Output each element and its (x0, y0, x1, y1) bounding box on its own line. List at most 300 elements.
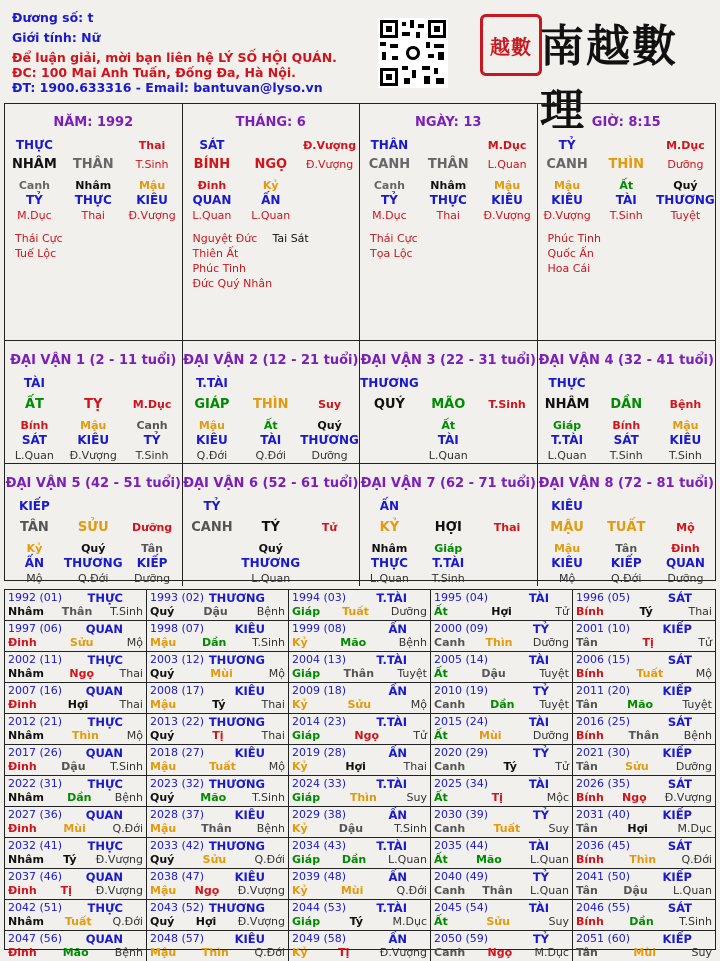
dai-van-phase: Suy (318, 398, 342, 411)
year-stage: Suy (691, 946, 712, 959)
year-branch: Tị (212, 729, 224, 742)
year-stage: Thai (688, 605, 712, 618)
dai-van-cell (5, 341, 183, 464)
star-list: Thái Cực Tọa Lộc (370, 232, 418, 260)
year-stem: Kỷ (292, 884, 308, 897)
year-stage: L.Quan (388, 853, 427, 866)
annual-cell (431, 869, 573, 900)
year-stage: Bệnh (398, 636, 427, 649)
pillar-day (360, 104, 538, 340)
year-stem: Giáp (292, 853, 321, 866)
year-branch: Tý (639, 605, 653, 618)
hidden-stem: Nhâm (75, 179, 112, 192)
year-branch: Dậu (203, 605, 228, 618)
year-branch: Tý (349, 915, 363, 928)
year-branch: Mùi (63, 822, 86, 835)
year-stage: Dưỡng (675, 760, 712, 773)
ten-god: KIÊU (491, 193, 523, 207)
dai-van-stem: ẤT (24, 397, 44, 412)
annual-cell (5, 900, 147, 931)
dai-van-cell (360, 464, 538, 586)
year-branch: Tuất (636, 667, 664, 680)
annual-luck-table (4, 589, 716, 959)
year-stem: Mậu (150, 698, 177, 711)
dai-van-cell (183, 341, 361, 464)
year-stage: Đ.Vượng (237, 884, 285, 897)
hidden-stem: Kỷ (26, 542, 43, 555)
annual-cell (573, 900, 715, 931)
stage: Q.Đới (611, 572, 642, 585)
four-pillars-grid (4, 103, 716, 341)
year-god: TÀI (528, 653, 549, 667)
stage: L.Quan (192, 209, 232, 222)
year-god: KIẾP (662, 932, 692, 946)
year-god: SÁT (667, 591, 692, 605)
ten-god: THỰC (429, 193, 467, 207)
year-stage: Bệnh (114, 791, 143, 804)
dai-van-phase: T.Sinh (488, 398, 526, 411)
phase-label: T.Sinh (135, 158, 169, 171)
stage: L.Quan (547, 449, 587, 462)
year-branch: Dần (341, 853, 367, 866)
year-branch: Hợi (195, 915, 217, 928)
ten-god: SÁT (21, 433, 47, 447)
hidden-stem: Mậu (553, 542, 581, 555)
god-label: SÁT (199, 138, 225, 152)
year-stem: Giáp (292, 915, 321, 928)
year-god: TÀI (528, 591, 549, 605)
ten-god: ẤN (24, 556, 45, 570)
year-label: 2038 (47) (150, 870, 205, 883)
hidden-stem: Canh (136, 419, 168, 432)
year-stage: Mộ (410, 698, 427, 711)
year-stage: T.Sinh (252, 636, 285, 649)
annual-cell (289, 869, 431, 900)
year-stage: Suy (548, 915, 569, 928)
annual-cell (573, 776, 715, 807)
year-god: THƯƠNG (208, 777, 265, 791)
year-god: TỶ (532, 870, 549, 884)
year-god: KIẾP (662, 870, 692, 884)
phone-email-line[interactable]: ĐT: 1900.633316 - Email: bantuvan@lyso.vn (12, 80, 323, 95)
hidden-stem: Mậu (138, 179, 166, 192)
stage: Đ.Vượng (543, 209, 591, 222)
year-branch: Sửu (625, 760, 649, 773)
year-god: SÁT (667, 777, 692, 791)
year-god: ẤN (388, 746, 407, 760)
dai-van-title: ĐẠI VẬN 5 (42 - 51 tuổi) (5, 476, 181, 491)
year-stage: T.Sinh (252, 791, 285, 804)
year-branch: Sửu (69, 636, 94, 649)
year-branch: Hợi (627, 822, 648, 835)
annual-cell (5, 807, 147, 838)
year-god: THỰC (87, 653, 123, 667)
year-god: T.TÀI (376, 715, 407, 729)
dai-van-branch: TÝ (261, 520, 280, 535)
year-label: 2014 (23) (292, 715, 347, 728)
annual-cell (573, 838, 715, 869)
ten-god: QUAN (665, 556, 705, 570)
year-god: KIÊU (234, 870, 265, 884)
year-branch: Mão (627, 698, 654, 711)
annual-cell (289, 621, 431, 652)
annual-cell (289, 776, 431, 807)
year-stage: L.Quan (530, 853, 569, 866)
hidden-stem: Canh (18, 179, 50, 192)
year-label: 2027 (36) (8, 808, 63, 821)
year-label: 1993 (02) (150, 591, 205, 604)
year-stage: Đ.Vượng (664, 791, 712, 804)
dai-van-phase: Dưỡng (131, 521, 173, 534)
annual-cell (147, 590, 289, 621)
ten-god: THƯƠNG (300, 433, 359, 447)
stage: Mộ (558, 572, 576, 585)
brand-logo: 南越數理 (540, 21, 678, 136)
god-label: TỶ (558, 138, 576, 152)
year-label: 2049 (58) (292, 932, 347, 945)
annual-cell (147, 807, 289, 838)
year-label: 2023 (32) (150, 777, 205, 790)
stage: M.Dục (17, 209, 52, 222)
year-god: THƯƠNG (208, 901, 265, 915)
annual-cell (147, 838, 289, 869)
year-branch: Hợi (491, 605, 512, 618)
hidden-stem: Mậu (553, 179, 581, 192)
annual-cell (147, 900, 289, 931)
year-stage: M.Dục (677, 822, 712, 835)
year-stem: Tân (576, 760, 598, 773)
owner-line: Đương số: t (12, 10, 94, 25)
dai-van-branch: DẦN (610, 397, 643, 412)
year-label: 2013 (22) (150, 715, 205, 728)
annual-cell (289, 900, 431, 931)
year-stem: Ất (434, 791, 448, 804)
ten-god: T.TÀI (551, 433, 584, 447)
year-stem: Mậu (150, 946, 177, 959)
year-god: KIẾP (662, 808, 692, 822)
year-god: SÁT (667, 715, 692, 729)
year-stem: Tân (576, 698, 598, 711)
ten-god: TÀI (437, 433, 459, 447)
year-stage: T.Sinh (110, 760, 143, 773)
year-label: 2007 (16) (8, 684, 63, 697)
year-branch: Ngọ (194, 884, 220, 897)
dai-van-branch: SỬU (77, 520, 109, 535)
year-label: 2041 (50) (576, 870, 631, 883)
annual-cell (147, 869, 289, 900)
year-stem: Kỷ (292, 946, 308, 959)
year-branch: Sửu (486, 915, 510, 928)
ten-god: TÀI (260, 433, 282, 447)
year-branch: Thân (628, 729, 660, 742)
dai-van-god: KIẾP (19, 499, 50, 513)
year-branch: Mão (475, 853, 502, 866)
year-label: 1995 (04) (434, 591, 489, 604)
year-branch: Tuất (493, 822, 521, 835)
year-god: KIẾP (662, 746, 692, 760)
annual-cell (5, 869, 147, 900)
branch: NGỌ (254, 157, 288, 172)
dai-van-god: KIÊU (551, 499, 583, 513)
year-label: 2006 (15) (576, 653, 631, 666)
year-label: 2009 (18) (292, 684, 347, 697)
year-stem: Mậu (150, 760, 177, 773)
hidden-stem: Quý (258, 542, 283, 555)
year-branch: Tý (63, 853, 77, 866)
year-god: TÀI (528, 901, 549, 915)
stage: Mộ (26, 572, 43, 585)
ten-god: ẤN (261, 193, 281, 207)
year-stem: Canh (434, 822, 466, 835)
year-branch: Ngọ (621, 791, 647, 804)
year-label: 2046 (55) (576, 901, 631, 914)
annual-cell (431, 683, 573, 714)
year-branch: Thân (343, 667, 375, 680)
year-stage: Q.Đới (254, 946, 285, 959)
ten-god: KIÊU (551, 193, 583, 207)
ten-god: TÀI (615, 193, 637, 207)
year-label: 2039 (48) (292, 870, 347, 883)
year-stage: T.Sinh (679, 915, 712, 928)
year-god: TỶ (532, 932, 549, 946)
year-stage: T.Sinh (110, 605, 143, 618)
year-branch: Thân (201, 822, 232, 835)
year-stem: Đinh (8, 698, 37, 711)
year-god: ẤN (388, 870, 407, 884)
year-branch: Tị (60, 884, 72, 897)
dai-van-phase: Bệnh (669, 398, 702, 411)
year-branch: Thân (482, 884, 513, 897)
hidden-stem: Ất (263, 419, 278, 432)
year-stem: Đinh (8, 884, 37, 897)
hidden-stem: Ất (619, 179, 634, 192)
year-stem: Đinh (8, 760, 37, 773)
year-label: 2045 (54) (434, 901, 489, 914)
stage: Q.Đới (78, 572, 109, 585)
year-stem: Đinh (8, 636, 37, 649)
year-stem: Ất (434, 915, 448, 928)
dai-van-title: ĐẠI VẬN 7 (62 - 71 tuổi) (360, 476, 536, 491)
year-branch: Dậu (481, 667, 506, 680)
hidden-stem: Giáp (553, 419, 582, 432)
year-god: THỰC (87, 591, 123, 605)
year-god: SÁT (667, 901, 692, 915)
stage: Dưỡng (134, 572, 171, 585)
hidden-stem: Quý (673, 179, 698, 192)
hidden-stem: Đinh (671, 542, 700, 555)
year-god: ẤN (388, 932, 407, 946)
year-label: 2002 (11) (8, 653, 63, 666)
year-stem: Nhâm (8, 915, 44, 928)
contact-note: Để luận giải, mời bạn liên hệ LÝ SỐ HỘI QUÁN. (12, 50, 337, 65)
year-stem: Đinh (8, 946, 37, 959)
qr-code-icon[interactable] (378, 18, 448, 88)
year-stem: Canh (434, 884, 466, 897)
year-label: 1997 (06) (8, 622, 63, 635)
hidden-stem: Kỷ (262, 179, 279, 192)
year-label: 2011 (20) (576, 684, 631, 697)
pillar-title: THÁNG: 6 (235, 115, 306, 130)
year-branch: Mùi (340, 884, 364, 897)
year-stem: Bính (576, 729, 604, 742)
year-stage: Dưỡng (390, 605, 427, 618)
year-stage: Tử (555, 605, 569, 618)
year-label: 2032 (41) (8, 839, 63, 852)
annual-cell (147, 776, 289, 807)
year-stage: T.Sinh (394, 822, 427, 835)
dai-van-cell (183, 464, 361, 586)
year-stage: Mộc (546, 791, 569, 804)
stage: Q.Đới (255, 449, 286, 462)
hidden-stem: Nhâm (371, 542, 408, 555)
stem: CANH (368, 157, 411, 172)
stage: Q.Đới (196, 449, 228, 462)
stage: T.Sinh (609, 449, 643, 462)
annual-cell (147, 683, 289, 714)
annual-cell (289, 807, 431, 838)
stage: T.Sinh (135, 449, 169, 462)
year-stem: Ất (434, 667, 448, 680)
star-list: Thái Cực Tuế Lộc (15, 232, 63, 260)
god-label: THỰC (15, 138, 53, 152)
stage: Đ.Vượng (69, 449, 117, 462)
stage: T.Sinh (668, 449, 702, 462)
year-label: 2017 (26) (8, 746, 63, 759)
annual-cell (431, 652, 573, 683)
ten-god: QUAN (192, 193, 232, 207)
year-branch: Mão (200, 791, 227, 804)
stage: L.Quan (428, 449, 468, 462)
hidden-stem: Tân (615, 542, 638, 555)
year-branch: Dần (490, 698, 515, 711)
year-label: 2026 (35) (576, 777, 631, 790)
hidden-stem: Ất (441, 419, 456, 432)
year-stem: Quý (150, 667, 175, 680)
year-branch: Tị (491, 791, 503, 804)
year-stem: Bính (576, 853, 604, 866)
stage: Đ.Vượng (483, 209, 531, 222)
hidden-stem (300, 541, 359, 556)
year-stage: Suy (406, 791, 427, 804)
year-god: KIÊU (234, 746, 265, 760)
annual-cell (431, 590, 573, 621)
year-label: 2003 (12) (150, 653, 205, 666)
year-stage: Đ.Vượng (237, 915, 285, 928)
year-stage: Mộ (268, 760, 285, 773)
year-stage: Tuyệt (539, 667, 569, 680)
hidden-stem: Mậu (672, 419, 699, 432)
year-label: 2037 (46) (8, 870, 63, 883)
year-god: ẤN (388, 684, 407, 698)
annual-cell (573, 621, 715, 652)
stem: BÍNH (193, 157, 231, 172)
year-stem: Bính (576, 915, 604, 928)
year-label: 2036 (45) (576, 839, 631, 852)
hidden-stem: Mậu (493, 179, 521, 192)
ten-god: TỶ (143, 433, 161, 447)
year-branch: Dần (201, 636, 227, 649)
dai-van-stem: GIÁP (194, 397, 230, 412)
annual-cell (147, 931, 289, 961)
ten-god: KIẾP (136, 556, 168, 570)
year-stem: Giáp (292, 791, 321, 804)
phase-label: M.Dục (666, 139, 705, 152)
year-stem: Ất (434, 853, 448, 866)
year-stem: Canh (434, 946, 466, 959)
year-label: 2020 (29) (434, 746, 489, 759)
annual-cell (573, 590, 715, 621)
annual-cell (431, 714, 573, 745)
year-label: 2031 (40) (576, 808, 631, 821)
stem: CANH (546, 157, 588, 172)
year-stem: Quý (150, 729, 175, 742)
pillar-month (183, 104, 361, 340)
year-god: TÀI (528, 777, 549, 791)
dai-van-title: ĐẠI VẬN 1 (2 - 11 tuổi) (10, 353, 177, 368)
annual-cell (289, 838, 431, 869)
year-stage: L.Quan (673, 884, 712, 897)
pillar-hour (538, 104, 716, 340)
year-stem: Quý (150, 915, 175, 928)
year-label: 2024 (33) (292, 777, 347, 790)
year-branch: Mão (340, 636, 367, 649)
year-god: T.TÀI (376, 591, 407, 605)
year-branch: Dậu (338, 822, 364, 835)
ten-god: THƯƠNG (241, 556, 301, 570)
dai-van-stem: CANH (191, 520, 233, 535)
year-branch: Thìn (349, 791, 377, 804)
stage: Đ.Vượng (128, 209, 176, 222)
year-stage: L.Quan (530, 884, 569, 897)
year-stem: Ất (434, 605, 448, 618)
year-label: 2005 (14) (434, 653, 489, 666)
annual-cell (431, 931, 573, 961)
year-stage: Q.Đới (254, 853, 285, 866)
year-branch: Tý (503, 760, 517, 773)
annual-cell (573, 869, 715, 900)
dai-van-branch: HỢI (434, 520, 462, 535)
year-stage: Thai (261, 729, 285, 742)
ten-god (300, 556, 359, 571)
year-stem: Tân (576, 884, 598, 897)
year-branch: Dần (629, 915, 654, 928)
year-stage: Suy (548, 822, 569, 835)
year-god: T.TÀI (376, 839, 407, 853)
year-stem: Giáp (292, 729, 321, 742)
year-branch: Sửu (202, 853, 227, 866)
year-stem: Giáp (292, 605, 321, 618)
year-stage: Q.Đới (681, 853, 712, 866)
year-branch: Ngọ (354, 729, 380, 742)
year-stage: M.Dục (392, 915, 427, 928)
year-god: SÁT (667, 653, 692, 667)
ten-god: SÁT (613, 433, 639, 447)
year-label: 2012 (21) (8, 715, 63, 728)
year-stem: Mậu (150, 884, 177, 897)
year-god: THƯƠNG (208, 653, 265, 667)
year-god: TỶ (532, 622, 549, 636)
year-label: 2019 (28) (292, 746, 347, 759)
year-label: 2040 (49) (434, 870, 489, 883)
hidden-stem: Tân (141, 542, 164, 555)
year-stage: Bệnh (256, 822, 285, 835)
annual-cell (5, 931, 147, 961)
year-stage: Tử (555, 760, 569, 773)
year-stem: Canh (434, 698, 466, 711)
stage (360, 448, 419, 463)
year-label: 2050 (59) (434, 932, 489, 945)
dai-van-branch: THÌN (253, 397, 289, 412)
